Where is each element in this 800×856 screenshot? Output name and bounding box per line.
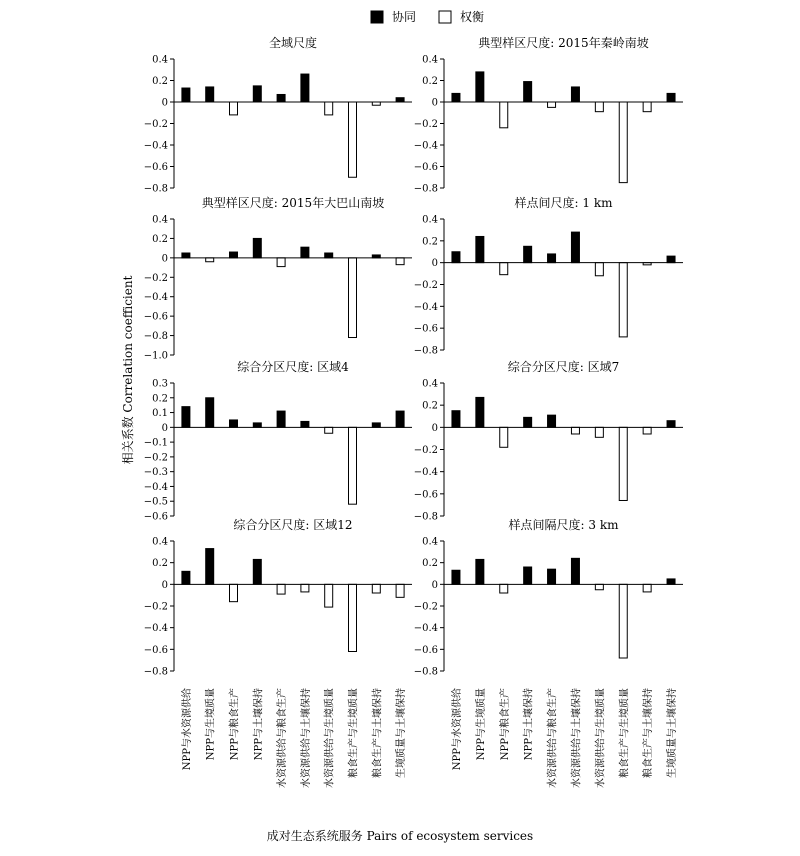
bar-1	[182, 407, 190, 428]
x-tick-label: 粮食生产与土壤保持	[372, 688, 384, 778]
bar-2	[476, 559, 484, 584]
y-tick-label: −0.4	[413, 623, 438, 635]
y-tick-label: −0.4	[413, 467, 438, 479]
x-tick-label: NPP与土壤保持	[523, 688, 535, 761]
y-tick-label: 0.2	[422, 76, 438, 87]
bar-5	[548, 569, 556, 584]
bar-1	[182, 571, 190, 584]
x-tick-label: NPP与土壤保持	[253, 688, 265, 761]
bar-7	[595, 263, 603, 276]
bar-9	[372, 423, 380, 427]
y-tick-label: 0	[161, 97, 168, 109]
bar-3	[500, 427, 508, 447]
bar-5	[548, 254, 556, 263]
bar-9	[643, 584, 651, 592]
y-tick-label: 0.4	[152, 214, 168, 226]
bar-4	[524, 567, 532, 584]
x-axis-title: 成对生态系统服务 Pairs of ecosystem services	[266, 829, 534, 843]
bar-8	[349, 102, 357, 177]
x-tick-label: 水资源供给与生境质量	[324, 688, 336, 788]
y-tick-label: −0.6	[143, 511, 168, 523]
x-tick-label: 水资源供给与粮食生产	[547, 688, 559, 788]
y-tick-label: −0.6	[143, 644, 168, 656]
bar-8	[349, 427, 357, 504]
bar-6	[301, 421, 309, 427]
y-tick-label: 0.4	[422, 378, 438, 390]
x-tick-label: 粮食生产与生境质量	[619, 688, 631, 778]
y-tick-label: 0	[431, 258, 438, 270]
bar-6	[301, 247, 309, 258]
bar-8	[619, 263, 627, 337]
bar-2	[206, 87, 214, 102]
panel-title: 典型样区尺度: 2015年大巴山南坡	[201, 196, 385, 210]
y-tick-label: 0	[431, 422, 438, 434]
bar-1	[452, 93, 460, 102]
panel-title: 综合分区尺度: 区域12	[233, 518, 353, 532]
panel-6	[414, 359, 683, 523]
bar-7	[595, 584, 603, 589]
x-tick-label: 粮食生产与生境质量	[348, 688, 360, 778]
y-tick-label: −0.8	[413, 511, 438, 523]
y-tick-label: −0.3	[143, 467, 168, 479]
x-tick-label: 水资源供给与土壤保持	[300, 688, 312, 788]
bar-4	[253, 423, 261, 427]
bar-3	[500, 263, 508, 275]
x-tick-label: 水资源供给与粮食生产	[277, 688, 289, 788]
x-labels-left	[180, 688, 407, 788]
bar-6	[571, 427, 579, 434]
bar-10	[396, 98, 404, 102]
y-tick-label: −0.4	[143, 292, 168, 304]
bar-8	[619, 427, 627, 500]
bar-9	[643, 427, 651, 434]
y-tick-label: −0.8	[143, 183, 168, 195]
bar-6	[301, 74, 309, 102]
bar-10	[667, 421, 675, 428]
bar-7	[595, 427, 603, 437]
bar-1	[182, 88, 190, 102]
panel-title: 样点间尺度: 1 km	[514, 196, 613, 210]
y-tick-label: 0	[161, 422, 168, 434]
bar-2	[206, 549, 214, 585]
y-tick-label: 0.4	[422, 214, 438, 226]
y-tick-label: −0.1	[143, 437, 168, 449]
panel-1	[144, 35, 412, 195]
bar-8	[349, 584, 357, 651]
bar-7	[595, 102, 603, 112]
bar-3	[230, 252, 238, 258]
legend	[371, 9, 484, 24]
y-tick-label: 0	[161, 579, 168, 591]
y-tick-label: −0.2	[413, 280, 438, 291]
x-tick-label: NPP与生境质量	[205, 688, 217, 761]
bar-6	[571, 558, 579, 584]
y-tick-label: 0.1	[152, 408, 168, 420]
bar-5	[277, 94, 285, 102]
bar-2	[476, 72, 484, 102]
x-tick-label: 生境质量与土壤保持	[667, 688, 679, 778]
bar-3	[230, 420, 238, 427]
bar-1	[452, 411, 460, 428]
y-axis-title: 相关系数 Correlation coefficient	[121, 275, 135, 465]
y-tick-label: 0.2	[422, 558, 438, 570]
y-tick-label: 0.2	[152, 558, 168, 570]
legend-label-1: 权衡	[460, 10, 485, 24]
bar-5	[548, 415, 556, 427]
bar-10	[396, 411, 404, 427]
bar-3	[500, 102, 508, 128]
panel-5	[144, 359, 412, 523]
x-tick-label: 生境质量与土壤保持	[396, 688, 408, 778]
bar-5	[277, 411, 285, 427]
y-tick-label: 0.4	[152, 54, 168, 66]
y-tick-label: −1.0	[143, 350, 168, 362]
y-tick-label: −0.6	[413, 644, 438, 656]
panel-4	[414, 195, 683, 357]
bar-7	[325, 584, 333, 607]
y-tick-label: −0.4	[143, 140, 168, 152]
bar-10	[396, 584, 404, 597]
panel-8	[414, 517, 683, 678]
y-tick-label: 0	[431, 97, 438, 109]
y-tick-label: −0.6	[413, 489, 438, 501]
y-tick-label: 0.4	[152, 536, 168, 548]
x-labels-right	[450, 688, 678, 788]
x-tick-label: NPP与粮食生产	[499, 688, 511, 761]
bar-3	[230, 584, 238, 601]
x-tick-label: NPP与水资源供给	[181, 688, 193, 771]
bar-8	[619, 102, 627, 183]
y-tick-label: 0.4	[422, 536, 438, 548]
y-tick-label: −0.4	[413, 140, 438, 152]
bar-5	[548, 102, 556, 107]
y-tick-label: −0.6	[143, 162, 168, 173]
bar-2	[206, 398, 214, 428]
bar-1	[452, 570, 460, 584]
bar-8	[349, 258, 357, 338]
y-tick-label: −0.2	[143, 272, 168, 284]
y-tick-label: 0.2	[422, 400, 438, 412]
y-tick-label: −0.6	[413, 323, 438, 335]
bar-9	[372, 584, 380, 593]
bar-4	[524, 417, 532, 427]
x-tick-label: NPP与水资源供给	[451, 688, 463, 771]
y-tick-label: 0	[431, 579, 438, 591]
bar-10	[667, 256, 675, 263]
y-tick-label: −0.5	[143, 496, 168, 508]
bar-4	[524, 82, 532, 102]
y-tick-label: −0.8	[143, 331, 168, 343]
y-tick-label: 0.3	[152, 378, 168, 390]
bar-7	[325, 102, 333, 115]
bar-7	[325, 253, 333, 258]
bar-2	[476, 397, 484, 427]
bar-4	[253, 559, 261, 584]
x-tick-label: 水资源供给与生境质量	[595, 688, 607, 788]
panel-title: 综合分区尺度: 区域4	[237, 360, 349, 374]
y-tick-label: −0.2	[413, 601, 438, 613]
bar-4	[524, 246, 532, 262]
bar-2	[476, 236, 484, 262]
panel-title: 样点间隔尺度: 3 km	[508, 518, 619, 532]
x-tick-label: 水资源供给与土壤保持	[571, 688, 583, 788]
bar-1	[182, 253, 190, 258]
y-tick-label: −0.2	[413, 445, 438, 456]
y-tick-label: −0.2	[143, 119, 168, 130]
y-tick-label: −0.8	[413, 183, 438, 195]
y-tick-label: −0.6	[413, 162, 438, 173]
y-tick-label: 0.2	[152, 76, 168, 87]
y-tick-label: 0	[161, 253, 168, 265]
y-tick-label: 0.2	[152, 393, 168, 405]
y-tick-label: −0.4	[143, 481, 168, 493]
bar-7	[325, 427, 333, 433]
bar-4	[253, 238, 261, 257]
y-tick-label: 0.2	[422, 236, 438, 248]
bar-3	[230, 102, 238, 115]
y-tick-label: −0.8	[413, 345, 438, 357]
bar-10	[667, 93, 675, 102]
bar-4	[253, 86, 261, 102]
panel-3	[144, 195, 412, 362]
bar-6	[301, 584, 309, 592]
bar-2	[206, 258, 214, 262]
x-tick-label: 粮食生产与土壤保持	[643, 688, 655, 778]
panel-2	[414, 35, 683, 195]
y-tick-label: −0.8	[143, 666, 168, 678]
y-tick-label: −0.4	[413, 301, 438, 313]
y-tick-label: 0.2	[152, 233, 168, 245]
y-tick-label: 0.4	[422, 54, 438, 66]
y-tick-label: −0.2	[413, 119, 438, 130]
bar-10	[396, 258, 404, 265]
y-tick-label: −0.4	[143, 623, 168, 635]
panel-7	[144, 517, 412, 678]
bar-6	[571, 232, 579, 263]
panel-title: 典型样区尺度: 2015年秦岭南坡	[478, 36, 649, 50]
bar-3	[500, 584, 508, 593]
y-tick-label: −0.8	[413, 666, 438, 678]
bar-6	[571, 87, 579, 102]
legend-label-0: 协同	[392, 10, 417, 24]
bar-10	[667, 579, 675, 584]
x-tick-label: NPP与粮食生产	[229, 688, 241, 761]
y-tick-label: −0.2	[143, 601, 168, 613]
bar-9	[643, 102, 651, 112]
y-tick-label: −0.6	[143, 311, 168, 323]
x-tick-label: NPP与生境质量	[475, 688, 487, 761]
panel-title: 全域尺度	[268, 36, 318, 50]
y-tick-label: −0.2	[143, 452, 168, 464]
bar-1	[452, 252, 460, 263]
bar-5	[277, 584, 285, 594]
bar-8	[619, 584, 627, 658]
bar-5	[277, 258, 285, 267]
panel-title: 综合分区尺度: 区域7	[507, 360, 620, 374]
legend-swatch-1	[439, 11, 451, 23]
legend-swatch-0	[371, 11, 383, 23]
